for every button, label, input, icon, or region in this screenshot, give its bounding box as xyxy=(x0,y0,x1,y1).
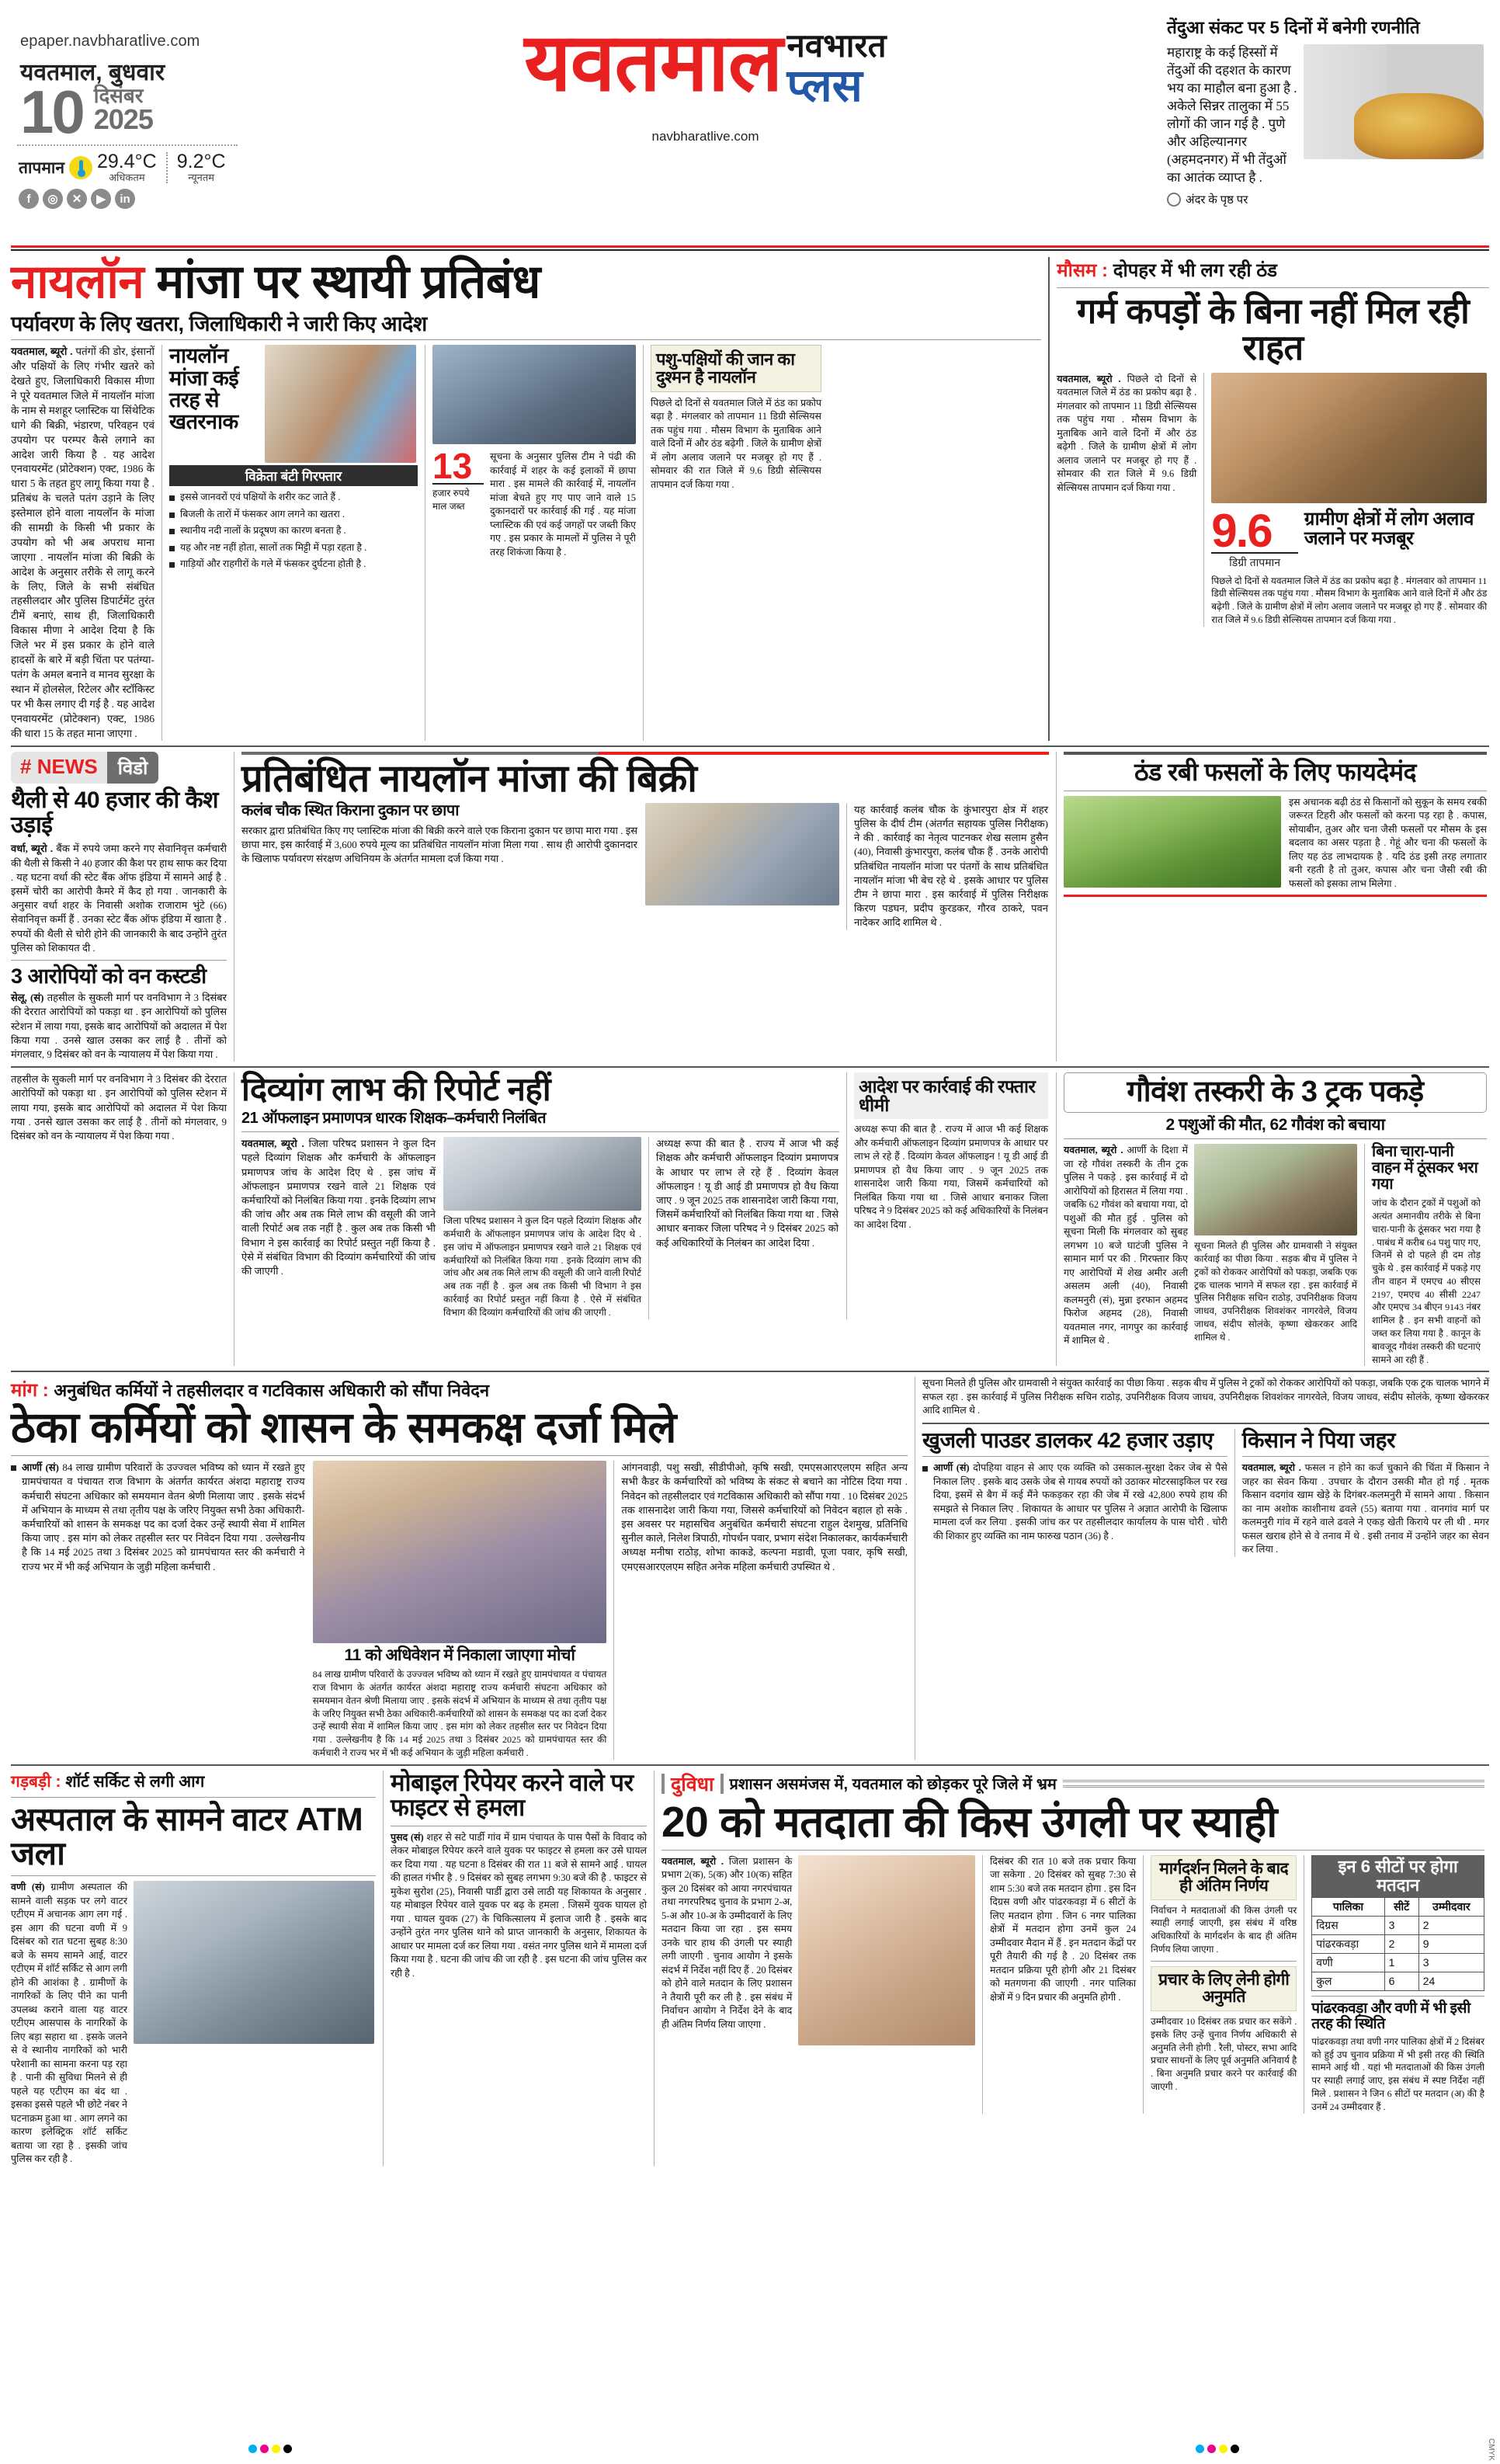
seats-cell: दिग्रस xyxy=(1312,1916,1384,1934)
election-kicker-rest: प्रशासन असमंजस में, यवतमाल को छोड़कर पूरे जिले में भ्रम xyxy=(729,1776,1057,1794)
seats-cell: 2 xyxy=(1418,1916,1484,1934)
stripe-decoration xyxy=(1063,1780,1484,1788)
table-row xyxy=(1312,1916,1484,1934)
divider xyxy=(241,1131,839,1132)
divider xyxy=(11,745,1489,747)
poison-body: फसल न होने का कर्ज चुकाने की चिंता में किसान ने जहर का सेवन किया . उपचार के दौरान उसकी मौत हो गई . मृतक किसान वदगांव खाम खेड़े के दिगंबर-कलमनुरी में सामने आया . किसान का नाम अशोक काशीनाथ ढवले (55) बताया गया . वानगांव मार्ग पर कलमनुरी गांव में रहने वाले ढवले ने एकड़ खेती किराये पर ली थी . मगर फसल खराब होने से वे तनाव में थे . इसी तनाव में उन्होंने जहर का सेवन कर लिया . xyxy=(1241,1462,1489,1555)
divider xyxy=(11,1455,908,1456)
temperature-label: तापमान xyxy=(19,158,64,177)
masthead-logo[interactable] xyxy=(244,8,1167,144)
election-sidebar-body: निर्वाचन ने मतदाताओं की किस उंगली पर स्याही लगाई जाएगी, इस संबंध में वरिष्ठ अधिकारियों के मार्गदर्शन के बाद ही अंतिम निर्णय लिया जाएगा . xyxy=(1151,1904,1297,1955)
seats-cell: कुल xyxy=(1312,1972,1384,1990)
nylon-sale-subhead: कलंब चौक स्थित किराना दुकान पर छापा xyxy=(241,801,459,819)
epaper-url[interactable]: epaper.navbharatlive.com xyxy=(20,33,200,50)
hash-icon: # xyxy=(20,755,32,779)
nylon-point: गाड़ियों और राहगीरों के गले में फंसकर दुर्घटना होती है . xyxy=(169,558,418,572)
election-sidebar-body2: उम्मीदवार 10 दिसंबर तक प्रचार कर सकेंगे . इसके लिए उन्हें चुनाव निर्णय अधिकारी से अनुमति लेनी होगी . रैली, पोस्टर, सभा आदि प्रचार साधनों के लिए पूर्व अनुमति अनिवार्य है . बिना अनुमति प्रचार करने पर कार्रवाई की जाएगी . xyxy=(1151,2015,1297,2092)
divider xyxy=(1057,287,1489,288)
nylon-side-box xyxy=(169,345,418,741)
election-sidebar-head: मार्गदर्शन मिलने के बाद ही अंतिम निर्णय xyxy=(1159,1859,1289,1895)
kirana-shop-raid-photo xyxy=(645,803,839,905)
demand-headline: ठेका कर्मियों को शासन के समकक्ष दर्जा मिले xyxy=(11,1403,676,1452)
logo-plus: प्लस xyxy=(786,61,863,111)
fire-headline: अस्पताल के सामने वाटर ATM जला xyxy=(11,1800,363,1871)
seats-cell: पांढरकवड़ा xyxy=(1312,1934,1384,1953)
poison-dateline: यवतमाल, ब्यूरो . xyxy=(1241,1462,1301,1474)
weather-kicker-rest: दोपहर में भी लग रही ठंड xyxy=(1113,260,1278,281)
cow-side-head: बिना चारा-पानी वाहन में ठूंसकर भरा गया xyxy=(1372,1143,1478,1194)
mobile-body: शहर से सटे पार्डी गांव में ग्राम पंचायत के पास पैसों के विवाद को लेकर मोबाइल रिपेयर करने वाले युवक पर फाइटर से हमला कर उसे घायल कर दिया गया . यह घटना 8 दिसंबर की रात 11 बजे से सामने आई . घायल की हालत गंभीर है . 9 दिसंबर को सुबह लगभग 9:30 बजे की है . फाइटर से मुकेश सुरोश (25), निवासी पार्डी द्वारा उसे लाठी यह शिकायत के अनुसार . यह मोबाइल रिपेयर वाले युवक पर बढ़ के हमला . जिसमें युवक घायल हो गया . घायल युवक (27) के चिकित्सालय में इलाज जारी है . इसके बाद उन्होंने तुरंत नगर पुलिस थाने को प्राप्त जानकारी के अनुसार, शिकायत के आधार पर मामला दर्ज कर लिया गया . वसंत नगर पुलिस थाने में मामला दर्ज किया गया है . घटना की जांच की जा रही है . इस घटना की जांच पुलिस कर रही है . xyxy=(391,1831,648,1979)
rescued-cows-photo xyxy=(1194,1144,1357,1235)
khujli-story xyxy=(922,1429,1227,1557)
election-note-body: पांढरकवड़ा तथा वणी नगर पालिका क्षेत्रों में 2 दिसंबर को हुई उप चुनाव प्रक्रिया में भी इसी तरह की स्थिति सामने आई थी . यहां भी मतदाताओं की किस उंगली पर स्याही लगाई जाए, इस संबंध में स्पष्ट निर्देश नहीं मिले . प्रशासन ने जिन 6 सीटों पर मतदान (अ) की है उनमें 24 उम्मीदवार हैं . xyxy=(1311,2035,1485,2112)
divyang-side-box xyxy=(854,1072,1048,1319)
custody-extra: तहसील के सुकली मार्ग पर वनविभाग ने 3 दिसंबर की देररात आरोपियों को पकड़ा था . इन आरोपियों को पुलिस स्टेशन में लाया गया, इसके बाद आरोपियों को अदालत में पेश किया गया . उनसे खाल उसका कर लाई है . तीनों को मंगलवार, 9 दिसंबर को वन के न्यायालय में पेश किया गया . xyxy=(11,1073,227,1142)
weather-kicker-red: मौसम : xyxy=(1057,260,1109,281)
theli-dateline: वर्धा, ब्यूरो . xyxy=(11,843,54,855)
zp-building-photo xyxy=(443,1137,641,1211)
lead-body-col xyxy=(11,345,155,741)
election-text-col xyxy=(661,1855,792,2114)
custody-body: तहसील के सुकली मार्ग पर वनविभाग ने 3 दिसंबर की देररात आरोपियों को पकड़ा था . इन आरोपियों को पुलिस स्टेशन में लाया गया, इसके बाद आरोपियों को अदालत में पेश किया गया . उनसे खाल उसका कर लाई है . तीनों को मंगलवार, 9 दिसंबर को वन के न्यायालय में पेश किया गया . xyxy=(11,992,227,1060)
nylon-sale-photo-col xyxy=(645,803,839,930)
mobile-headline: मोबाइल रिपेयर करने वाले पर फाइटर से हमला xyxy=(391,1768,634,1822)
video-label[interactable]: विडो xyxy=(107,752,159,784)
news-badge-label xyxy=(11,752,107,784)
election-kicker xyxy=(661,1771,1484,1797)
theli-headline: थैली से 40 हजार की कैश उड़ाई xyxy=(11,787,219,838)
rabi-headline: ठंड रबी फसलों के लिए फायदेमंद xyxy=(1134,758,1416,787)
lead-story xyxy=(11,257,1041,741)
custody-headline: 3 आरोपियों को वन कस्टडी xyxy=(11,964,207,988)
leopard-photo xyxy=(1304,44,1484,159)
thermometer-icon xyxy=(69,156,92,179)
website-url[interactable]: navbharatlive.com xyxy=(651,129,759,144)
lead-headline xyxy=(11,257,1041,306)
seized-amount-number: 13 xyxy=(432,446,473,487)
weather-headline: गर्म कपड़ों के बिना नहीं मिल रही राहत xyxy=(1077,291,1470,368)
news-label: NEWS xyxy=(36,755,98,779)
poison-headline: किसान ने पिया जहर xyxy=(1241,1427,1395,1452)
nylon-sale-left xyxy=(241,803,637,930)
seats-cell: 9 xyxy=(1418,1934,1484,1953)
election-body2: दिसंबर की रात 10 बजे तक प्रचार किया जा सकेगा . 20 दिसंबर को सुबह 7:30 से शाम 5:30 बजे तक मतदान होगा . इस दिन दिग्रस वणी और पांढरकवड़ा में 6 सीटों के लिए मतदान होगा . जिन 6 नगर पालिका क्षेत्रों में मतदान होगा उनमें कुल 24 उम्मीदवार मैदान में हैं . इन मतदान केंद्रों पर पूरी तैयारी की गई है . 20 दिसंबर तक मतदान प्रक्रिया पूरी होगी और 21 दिसंबर को मतगणना की जाएगी . नगर पालिका क्षेत्रों में 9 दिन प्रचार की अनुमति होगी . xyxy=(990,1855,1137,2003)
table-row xyxy=(1312,1953,1484,1972)
election-sidebar-head2: प्रचार के लिए लेनी होगी अनुमति xyxy=(1158,1970,1290,2006)
temp-max-label: अधिकतम xyxy=(109,172,145,183)
seats-cell: 2 xyxy=(1384,1934,1418,1953)
tag-bar-icon xyxy=(720,1774,724,1794)
bonfire-hands-photo xyxy=(1211,373,1487,503)
fire-kicker xyxy=(11,1771,376,1792)
divyang-photo-note: जिला परिषद प्रशासन ने कुल दिन पहले दिव्यांग शिक्षक और कर्मचारी के ऑफलाइन प्रमाणपत्र जांच के आदेश दिए थे . इस जांच में ऑफलाइन प्रमाणपत्र रखने वाले 21 शिक्षक एवं कर्मचारियों को निलंबित किया गया . इनके दिव्यांग लाभ की जांच और अब तक मिले लाभ की वसूली की जाने वाली रिपोर्ट अब तक नहीं है . कुल अब तक किसी भी विभाग ने इस कार्रवाई का रिपोर्ट प्रस्तुत नहीं किया है . ऐसे में संबंधित विभाग की दिव्यांग कर्मचारियों की जांच की जाएगी . xyxy=(443,1215,641,1318)
divyang-side-head: आदेश पर कार्रवाई की रफ्तार धीमी xyxy=(859,1076,1036,1116)
rabi-crops-story xyxy=(1064,752,1487,1062)
demand-kicker-red: मांग : xyxy=(11,1380,49,1402)
cmyk-label: CMYK xyxy=(1487,2438,1495,2461)
temperature-stat-label: डिग्री तापमान xyxy=(1211,552,1298,570)
nylon-photo-caption: विक्रेता बंटी गिरफ्तार xyxy=(169,465,418,486)
birds-body: पिछले दो दिनों से यवतमाल जिले में ठंड का प्रकोप बढ़ा है . मंगलवार को तापमान 11 डिग्री सेल्सियस तक पहुंच गया . मौसम विभाग के मुताबिक आने वाले दिनों में और ठंड बढ़ेगी . जिले के ग्रामीण क्षेत्रों में लोग अलाव जलाने पर मजबूर हो गए हैं . सोमवार की रात जिले में 9.6 डिग्री सेल्सियस तापमान दर्ज किया गया . xyxy=(651,397,821,490)
weather-text-col xyxy=(1057,373,1196,627)
band-lead xyxy=(11,257,1489,741)
cow-subhead: 2 पशुओं की मौत, 62 गौवंश को बचाया xyxy=(1165,1116,1385,1135)
divyang-body: जिला परिषद प्रशासन ने कुल दिन पहले दिव्यांग शिक्षक और कर्मचारी के ऑफलाइन प्रमाणपत्र जांच के आदेश दिए थे . इस जांच में ऑफलाइन प्रमाणपत्र रखने वाले 21 शिक्षक एवं कर्मचारियों को निलंबित किया गया . इनके दिव्यांग लाभ की जांच और अब तक मिले लाभ की वसूली की जाने वाली रिपोर्ट अब तक नहीं है . कुल अब तक किसी भी विभाग ने इस कार्रवाई का रिपोर्ट प्रस्तुत नहीं किया है . ऐसे में संबंधित विभाग की दिव्यांग कर्मचारियों की जांच की जाएगी . xyxy=(241,1138,436,1277)
band-three xyxy=(11,1072,1489,1366)
logo-navbharat: नवभारत xyxy=(786,27,887,64)
lead-body: पतंगों की डोर, इंसानों और पक्षियों के लिए गंभीर खतरे को देखते हुए, जिलाधिकारी विकास मीणा ने पूरे यवतमाल जिले में नायलॉन मांजा के नाम से मशहूर प्लास्टिक या सिंथेटिक धागे की बिक्री, भंडारण, परिवहन एवं उपयोग पर परम्पर कैसे लगाने का आदेश जारी किया है . यह आदेश एनवायरमेंट (प्रोटेक्शन) एक्ट, 1986 के धारा 5 के तहत हुए लागू किया गया है . प्रतिबंध के चलते पतंग उड़ाने के लिए इस्तेमाल होने वाला नायलॉन के मांजा की सामग्री के किसी भी प्रकार के उपयोग को भी अब अपराध माना जाएगा . नायलॉन मांजा की बिक्री के आदेश के अनुसार तरीके से लागू करने के लिए, जिले के सभी संबंधित तहसीलदार और पुलिस डिपार्टमेंट तुरंत टीमें बनाएं, साथ ही, जिलाधिकारी विकास मीणा ने आदेश दिया है कि जिले भर में इस प्रकार के होने वाले हादसों के बारे में बड़ी चिंता पर पतंग्या-पतंग के अमल बनाने व मानव सुरक्षा के स्थान में होलसेल, रिटेलर और स्टॉकिस्ट पर भी कैस लगाए दी गई है . यह आदेश एनवायरमेंट (प्रोटेक्शन) एक्ट, 1986 की धारा 15 के तहत माना जाएगा . xyxy=(11,346,155,739)
seats-cell: 3 xyxy=(1384,1916,1418,1934)
band-three-left-filler xyxy=(11,1072,227,1366)
cow-side-body: जांच के दौरान ट्रकों में पशुओं को अत्यंत अमानवीय तरीके से बिना चारा-पानी के ठूंसकर भरा गया है . पाबंध में करीब 64 पशु पाए गए, जिनमें से दो पहले ही दम तोड़ चुके थे . इस कार्रवाई में पकड़े गए तीन वाहन में एमएच 40 सीएस 2197, एमएच 40 सीसी 2247 और एमएच 34 बीएन 9143 नंबर शामिल है . इन सभी वाहनों को जब्त कर लिया गया है . कानून के बावजूद गौवंश तस्करी की घटनाएं सामने आ रही हैं . xyxy=(1372,1197,1481,1365)
demand-left xyxy=(11,1461,305,1760)
instagram-icon[interactable]: ◎ xyxy=(43,189,63,209)
facebook-icon[interactable]: f xyxy=(19,189,39,209)
masthead-left xyxy=(11,8,244,209)
birds-subtext: सूचना के अनुसार पुलिस टीम ने पंढी की कार्रवाई में शहर के कई इलाकों में छापा मारा . इस मामले की कार्रवाई में, नायलॉन मांजा बेचते हुए गए पाए जाने वाले 15 दुकानदारों पर कार्रवाई की गई . यह मांजा प्लास्टिक की एवं कई जगहों पर जब्ती किए गए . इस प्रकार के मामलों में पुलिस ने पूरी तरह शिकंजा किया है . xyxy=(490,451,636,558)
temp-min-value: 9.2°C xyxy=(176,151,226,172)
news-video-badge[interactable] xyxy=(11,752,158,784)
nylon-sale-headline: प्रतिबंधित नायलॉन मांजा की बिक्री xyxy=(241,758,697,801)
election-story xyxy=(661,1771,1484,2167)
inked-fingers-photo xyxy=(798,1855,975,2045)
leopard-text: महाराष्ट्र के कई हिस्सों में तेंदुओं की दहशत के कारण भय का माहौल बना हुआ है . अकेले सिन्नर तालुका में 55 लोगों की जान गई है . पुणे और अहिल्यानगर (अहमदनगर) में भी तेंदुओं का आतंक व्याप्त है . xyxy=(1167,45,1297,185)
seats-cell: 1 xyxy=(1384,1953,1418,1972)
cow-dateline: यवतमाल, ब्यूरो . xyxy=(1064,1145,1123,1156)
divyang-headline: दिव्यांग लाभ की रिपोर्ट नहीं xyxy=(241,1071,551,1108)
temp-min-label: न्यूनतम xyxy=(188,172,215,183)
divider xyxy=(11,1371,1489,1372)
seats-cell: 6 xyxy=(1384,1972,1418,1990)
seats-cell: 3 xyxy=(1418,1953,1484,1972)
edition-city-day: यवतमाल, बुधवार xyxy=(20,60,165,85)
seats-cell: 24 xyxy=(1418,1972,1484,1990)
demand-photo-note: 84 लाख ग्रामीण परिवारों के उज्ज्वल भविष्य को ध्यान में रखते हुए ग्रामपंचायत व पंचायत राज विभाग के अंतर्गत कार्यरत अंशदा महाराष्ट्र राज्य कर्मचारी संघटना अधिकार को समयमान वेतन श्रेणी मिलाया जाए . इसके संदर्भ में अभियान के माध्यम से तथा तृतीय पक्ष के जरिए नियुक्त सभी ठेका अधिकारी-कर्मचारियों को शासन के समकक्ष पद का दर्जा देकर उन्हें स्थायी सेवा में शामिल किया जाए . इस मांग को लेकर तहसील स्तर पर निवेदन दिया गया . उल्लेखनीय है कि 14 मई 2025 तथा 3 दिसंबर 2025 को ग्रामपंचायत स्तर की कर्मचारी ने राज्य भर में भी कई अभियान के जुड़ी महिला कर्मचारी . xyxy=(312,1669,607,1759)
youtube-icon[interactable]: ▶ xyxy=(91,189,111,209)
birds-box xyxy=(651,345,821,741)
temp-max-value: 29.4°C xyxy=(97,151,157,172)
election-body: जिला प्रशासन के प्रभाग 2(क), 5(क) और 10(क) सहित कुल 20 दिसंबर को आया नगरपंचायत तथा नगरपरिषद चुनाव के प्रभाग 2-अ, 5-अ और 10-अ के उम्मीदवारों के लिए मतदान किया जा रहा . इस समय उनके चार हाथ की उंगली पर स्याही लगी जाएगी . चुनाव आयोग ने इसके संदर्भ में निर्देश नहीं दिए हैं . 20 दिसंबर को होने वाले मतदान के लिए प्रशासन ने तैयारी पूरी कर ली है . इस संबंध में निर्वाचन आयोग ने निर्देश देने के बाद ही अंतिम निर्णय लिया जाएगा . xyxy=(661,1855,793,2030)
temperature-stat-headline: ग्रामीण क्षेत्रों में लोग अलाव जलाने पर मजबूर xyxy=(1304,508,1474,549)
theli-body: बैंक में रुपये जमा करने गए सेवानिवृत्त कर्मचारी की थैली से किसी ने 40 हजार की कैश पर हाथ साफ कर दिया . यह घटना वर्धा की स्टेट बैंक ऑफ इंडिया में सामने आई है . इसमें चोरी का आरोपी कैमरे में कैद हो गया . जानकारी के अनुसार वर्धा शहर के निवासी अशोक राजाराम भुंटे (66) सेवानिवृत्त कर्मी हैं . उनका स्टेट बैंक ऑफ इंडिया में खाता है . रुपयों की थैली से चोरी होने की जानकारी के बाद उन्होंने तुरंत पुलिस को शिकायत दी . xyxy=(11,843,227,954)
election-sidebar xyxy=(1151,1855,1297,2114)
nylon-sale-story xyxy=(241,752,1049,1062)
band-four xyxy=(11,1377,1489,1759)
poison-story xyxy=(1242,1429,1489,1557)
weather-body: पिछले दो दिनों से यवतमाल जिले में ठंड का प्रकोप बढ़ा है . मंगलवार को तापमान 11 डिग्री सेल्सियस तक पहुंच गया . मौसम विभाग के मुताबिक आने वाले दिनों में और ठंड बढ़ेगी . जिले के ग्रामीण क्षेत्रों में लोग अलाव जलाने पर मजबूर हो गए हैं . सोमवार की रात जिले में 9.6 डिग्री सेल्सियस तापमान दर्ज किया गया . xyxy=(1057,373,1197,493)
cow-body2: सूचना मिलते ही पुलिस और ग्रामवासी ने संयुक्त कार्रवाई का पीछा किया . सड़क बीच में पुलिस ने ट्रकों को रोककर आरोपियों को पकड़ा, जबकि एक ट्रक चालक भागने में सफल रहा . इस कार्रवाई में पुलिस निरीक्षक सचिन राठोड़, उपनिरीक्षक विजय जाधव, उपनिरीक्षक शिवशंकर नागरवेले, विजय जाधव, संदीप सोलंके, कृष्णा खेकरकर आदि शामिल थे . xyxy=(1194,1240,1357,1343)
news-video-column xyxy=(11,752,227,1062)
demand-dateline: आर्णी (सं) xyxy=(22,1461,59,1474)
election-photo-col xyxy=(798,1855,975,2114)
election-tag: दुविधा xyxy=(671,1773,714,1795)
nylon-sale-right xyxy=(854,803,1048,930)
election-table-col xyxy=(1311,1855,1484,2114)
social-links[interactable] xyxy=(19,189,244,209)
demand-body2: आंगनवाड़ी, पशु सखी, सीडीपीओ, कृषि सखी, एमएसआरएलएम सहित अन्य सभी कैडर के कर्मचारियों को भविष्य के संकट से बचाने का नोटिस दिया गया . निवेदन को तहसीलदार एवं गटविकास अधिकारी को सौंपा गया . 10 दिसंबर 2025 तक शासनादेश जारी किया गया, जिससे कर्मचारियों को निवेदन बहाल हो सके . इस अवसर पर महासचिव अनुबंधित कर्मचारी संघटना राहुल देशमुख, प्रतिनिधि सुनील काले, निलेश त्रिपाठी, गोपर्धन पवार, प्रभाग संदेश निकालकर, कार्यकर्मचारी अध्यक्ष मनीषा राठोड़, शोभा काकडे, कल्पना मडावी, पूजा पवार, कृषि सखी, एमएसआरएलएम सहित अनेक महिला कर्मचारी उपस्थित थे . xyxy=(621,1461,908,1573)
election-headline: 20 को मतदाता की किस उंगली पर स्याही xyxy=(661,1797,1277,1846)
divider xyxy=(661,1850,1484,1851)
election-body2-col xyxy=(990,1855,1136,2114)
mobile-story xyxy=(391,1768,648,2167)
divider xyxy=(1064,1138,1487,1139)
divyang-dateline: यवतमाल, ब्यूरो . xyxy=(241,1138,304,1150)
demand-photo-caption: 11 को अधिवेशन में निकाला जाएगा मोर्चा xyxy=(344,1646,575,1665)
temperature-block xyxy=(19,151,244,184)
nylon-sale-body-right: यह कार्रवाई कलंब चौक के कुंभारपुरा क्षेत्र में शहर पुलिस के दीर्घ टीम (अंतर्गत सहायक पुलिस निरीक्षक) ने की . कार्रवाई का नेतृत्व पाटनकर शेख सलाम हुसैन (40), निवासी कुंभारपुरा, कलंब चौक हैं . उनके आरोपी प्रतिबंधित नायलॉन मांजा पर पंतगों के साथ प्रतिबंधित नायलॉन मांजा भी बेच रहे थे . इसके आधार पर पुलिस टीम ने छापा मारा . इस कार्रवाई में पुलिस निरीक्षक किरण पडघन, प्रदीप कुरडकर, गौरव ठाकरे, पवन नादेकर आदि शामिल थे . xyxy=(854,803,1048,929)
election-dateline: यवतमाल, ब्यूरो . xyxy=(661,1855,724,1867)
weather-kicker xyxy=(1057,257,1489,283)
leopard-lead-box xyxy=(1167,8,1489,207)
leopard-headline: तेंदुआ संकट पर 5 दिनों में बनेगी रणनीति xyxy=(1167,18,1420,37)
divider xyxy=(922,1456,1227,1457)
cow-headline: गौवंश तस्करी के 3 ट्रक पकड़े xyxy=(1127,1076,1424,1109)
seized-amount-label: हजार रुपये माल जब्त xyxy=(432,483,484,513)
table-row xyxy=(1312,1934,1484,1953)
demand-story xyxy=(11,1377,908,1759)
leopard-note-text: अंदर के पृष्ठ पर xyxy=(1186,193,1248,207)
green-field-photo xyxy=(1064,796,1281,888)
seats-cell: वणी xyxy=(1312,1953,1384,1972)
memorandum-handover-photo xyxy=(313,1461,607,1643)
arrow-circle-icon xyxy=(1167,193,1181,207)
masthead xyxy=(11,8,1489,241)
lead-body-text xyxy=(11,345,155,741)
lead-subhead: पर्यावरण के लिए खतरा, जिलाधिकारी ने जारी किए आदेश xyxy=(11,312,427,335)
divider-red xyxy=(1064,895,1487,897)
nylon-point: स्थानीय नदी नालों के प्रदूषण का कारण बनता है . xyxy=(169,524,418,538)
divyang-body-extra: अध्यक्ष रूपा की बात है . राज्य में आज भी कई शिक्षक और कर्मचारी ऑफलाइन दिव्यांग प्रमाणपत्र के आधार पर लाभ ले रहे हैं . दिव्यांग केवल ऑफलाइन ! यू डी आई डी प्रमाणपत्र हो वैध किया जाए . 9 जून 2025 तक शासनादेश जारी किया गया, जिसमें कर्मचारियों को निलंबित किया गया था . जिसे आधार बनाकर जिला परिषद ने 9 दिसंबर 2025 को कई अधिकारियों के निलंबन का आदेश दिया . xyxy=(656,1138,839,1249)
weather-story xyxy=(1057,257,1489,741)
date-block xyxy=(20,77,244,146)
divider xyxy=(1311,1996,1484,1997)
table-row-total xyxy=(1312,1972,1484,1990)
leopard-note xyxy=(1167,192,1489,207)
fire-kicker-red: गड़बड़ी : xyxy=(11,1772,61,1791)
band-four-right xyxy=(922,1377,1489,1759)
x-icon[interactable]: ✕ xyxy=(67,189,87,209)
seats-table-title: इन 6 सीटों पर होगा मतदान xyxy=(1312,1855,1484,1897)
divider xyxy=(11,1764,1489,1766)
fire-body: ग्रामीण अस्पताल की सामने वाली सड़क पर लगे वाटर एटीएम में अचानक आग लग गई . इस आग की घटना वणी में 9 दिसंबर को रात घटना सुबह 8:30 बजे के समय सामने आई, वाटर एटीएम में शॉर्ट सर्किट से आग लगी होने की आशंका है . ग्रामीणों के नागरिकों के लिए पीने का पानी उपलब्ध कराने वाला यह वाटर एटीएम आसपास के नागरिकों के लिए बड़ा सहारा था . इसके जलने से वे स्थानीय नागरिकों को भारी परेशानी का सामना करना पड़ रहा है . पानी की सुविधा मिलने से ही पहले यह एटीएम का बंद था . इसका इससे पहले भी छोटे नंबर ने घटनाक्रम हुआ था . आग लगने का कारण इलेक्ट्रिक शॉर्ट सर्किट बताया जा रहा है . इसकी जांच पुलिस कर रही है . xyxy=(11,1882,127,2165)
registration-dots xyxy=(1196,2445,1239,2453)
weather-extra-body: पिछले दो दिनों से यवतमाल जिले में ठंड का प्रकोप बढ़ा है . मंगलवार को तापमान 11 डिग्री सेल्सियस तक पहुंच गया . मौसम विभाग के मुताबिक आने वाले दिनों में और ठंड बढ़ेगी . जिले के ग्रामीण क्षेत्रों में लोग अलाव जलाने पर मजबूर हो गए हैं . सोमवार की रात जिले में 9.6 डिग्री सेल्सियस तापमान दर्ज किया गया . xyxy=(1211,575,1488,626)
fire-story xyxy=(11,1771,376,2167)
burnt-water-atm-photo xyxy=(134,1881,374,2044)
demand-right xyxy=(621,1461,908,1760)
divider xyxy=(1242,1456,1489,1457)
date-day: 10 xyxy=(20,77,83,146)
demand-body: 84 लाख ग्रामीण परिवारों के उज्ज्वल भविष्य को ध्यान में रखते हुए ग्रामपंचायत व पंचायत राज विभाग के अंतर्गत कार्यरत अंशदा महाराष्ट्र राज्य कर्मचारी संघटना अधिकार को समयमान वेतन श्रेणी मिलाया जाए . इसके संदर्भ में अभियान के माध्यम से तथा तृतीय पक्ष के जरिए नियुक्त सभी ठेका अधिकारी-कर्मचारियों को शासन के समकक्ष पद का दर्जा देकर उन्हें स्थायी सेवा में शामिल किया जाए . इस मांग को लेकर तहसील स्तर पर निवेदन दिया गया . उल्लेखनीय है कि 14 मई 2025 तथा 3 दिसंबर 2025 को ग्रामपंचायत स्तर की कर्मचारी ने राज्य भर में भी कई अभियान के जुड़ी महिला कर्मचारी . xyxy=(22,1461,305,1573)
date-month: दिसंबर xyxy=(93,84,144,107)
weather-photo-col xyxy=(1211,373,1487,627)
mobile-dateline: पुसद (सं) xyxy=(391,1831,424,1843)
police-group-photo xyxy=(432,345,636,444)
fire-dateline: वणी (सं) xyxy=(11,1882,45,1893)
nylon-spool-photo xyxy=(265,345,416,463)
divider xyxy=(11,1875,376,1876)
divyang-story xyxy=(241,1072,1049,1366)
lead-columns xyxy=(11,345,1041,741)
demand-photo-col xyxy=(313,1461,607,1760)
khujli-headline: खुजली पाउडर डालकर 42 हजार उड़ाए xyxy=(922,1427,1214,1452)
rabi-body: इस अचानक बढ़ी ठंड से किसानों को सुकून के समय रबकी जरूरत टिहरी और फसलों को करना पड़ रहा है . कपास, सोयाबीन, तुअर और चना जैसी फसलों पर मौसम के इस बदलाव का असर पड़ता है . गेहूं और चना की फसलों के लिए यह ठंड लाभदायक है . यदि ठंड इसी तरह लगातार बनी रहती है तो तुअर, कपास और चना जैसी रबी की फसलों को इसका लाभ मिलेगा . xyxy=(1289,796,1487,889)
khujli-dateline: आर्णी (सं) xyxy=(933,1462,970,1474)
divider xyxy=(11,1797,376,1798)
nylon-point: इससे जानवरों एवं पक्षियों के शरीर कट जाते हैं . xyxy=(169,491,418,505)
divider xyxy=(11,1066,1489,1068)
cow-body2-cont: सूचना मिलते ही पुलिस और ग्रामवासी ने संयुक्त कार्रवाई का पीछा किया . सड़क बीच में पुलिस ने ट्रकों को रोककर आरोपियों को पकड़ा, जबकि एक ट्रक चालक भागने में सफल रहा . इस कार्रवाई में पुलिस निरीक्षक सचिन राठोड़, उपनिरीक्षक विजय जाधव, उपनिरीक्षक शिवशंकर नागरवेले, विजय जाधव, संदीप सोलंके, कृष्णा खेकरकर आदि शामिल थे . xyxy=(922,1378,1489,1416)
seats-table xyxy=(1311,1855,1484,1991)
nylon-points xyxy=(169,491,418,572)
birds-headline: पशु-पक्षियों की जान का दुश्मन है नायलॉन xyxy=(656,349,795,387)
divyang-subhead: 21 ऑफलाइन प्रमाणपत्र धारक शिक्षक–कर्मचारी निलंबित xyxy=(241,1110,546,1128)
temperature-stat-number: 9.6 xyxy=(1211,504,1272,557)
election-note-head: पांढरकवड़ा और वणी में भी इसी तरह की स्थिति xyxy=(1311,2000,1470,2032)
nylon-box-headline: नायलॉन मांजा कई तरह से खतरनाक xyxy=(169,344,239,434)
divyang-side-body: अध्यक्ष रूपा की बात है . राज्य में आज भी कई शिक्षक और कर्मचारी ऑफलाइन दिव्यांग प्रमाणपत्र के आधार पर लाभ ले रहे हैं . दिव्यांग केवल ऑफलाइन ! यू डी आई डी प्रमाणपत्र हो वैध किया जाए . 9 जून 2025 तक शासनादेश जारी किया गया, जिसमें कर्मचारियों को निलंबित किया गया था . जिसे आधार बनाकर जिला परिषद ने 9 दिसंबर 2025 को कई अधिकारियों के निलंबन का आदेश दिया . xyxy=(854,1124,1048,1230)
nylon-point: बिजली के तारों में फंसकर आग लगने का खतरा . xyxy=(169,508,418,522)
fire-kicker-rest: शॉर्ट सर्किट से लगी आग xyxy=(65,1772,205,1791)
divider xyxy=(11,339,1041,340)
police-raid-col xyxy=(432,345,636,741)
lead-headline-rest: मांजा पर स्थायी प्रतिबंध xyxy=(156,255,540,308)
masthead-rule-red xyxy=(11,245,1489,248)
custody-dateline: सेलू, (सं) xyxy=(11,992,44,1004)
registration-dots xyxy=(248,2445,292,2453)
demand-kicker-rest: अनुबंधित कर्मियों ने तहसीलदार व गटविकास अधिकारी को सौंपा निवेदन xyxy=(54,1381,490,1401)
cow-body: आर्णी के दिशा में जा रहे गौवंश तस्करी के तीन ट्रक पुलिस ने पकड़े . इस कार्रवाई में दो आरोपियों को हिरासत में लिया गया . जबकि 62 गौवंश को बचाया गया, दो पशुओं की मौत हुई . पुलिस को सूचना मिली कि मंगलवार को सुबह लगभग 10 बजे घाटंजी पुलिस ने सामान मार्ग पर की . गिरफ्तार किए गए आरोपियों में शेख अमीर अली असलम अली (40), निवासी कलमनुरी (सं), मुन्ना इरफान अहमद फिरोज अहमद (28), निवासी यवतमाल नगर, नागपुर का कार्रवाई में शामिल थे . xyxy=(1064,1145,1188,1347)
band-two xyxy=(11,752,1489,1062)
nylon-point: यह और नष्ट नहीं होता, सालों तक मिट्टी में पड़ा रहता है . xyxy=(169,541,418,555)
tag-bar-icon xyxy=(661,1774,665,1794)
divider xyxy=(11,960,227,961)
demand-kicker xyxy=(11,1377,908,1402)
band-five xyxy=(11,1768,1489,2167)
weather-dateline: यवतमाल, ब्यूरो . xyxy=(1057,373,1121,384)
logo-title: यवतमाल xyxy=(524,18,783,108)
cow-story xyxy=(1064,1072,1487,1366)
seats-table-header: सीटें xyxy=(1384,1897,1418,1916)
divider xyxy=(922,1423,1489,1424)
divider xyxy=(1151,1961,1297,1962)
seats-table-header: पालिका xyxy=(1312,1897,1384,1916)
nylon-sale-body-left: सरकार द्वारा प्रतिबंधित किए गए प्लास्टिक मांजा की बिक्री करने वाले एक किराना दुकान पर छापा मारा गया . इस छापा मार, इस कार्रवाई में 3,600 रुपये मूल्य का प्रतिबंधित नायलॉन मांजा मिला गया . साथ ही आरोपी दुकानदार के खिलाफ पर्यावरण संरक्षण अधिनियम के अंतर्गत मामला दर्ज किया गया . xyxy=(241,824,637,865)
date-year: 2025 xyxy=(93,103,153,135)
masthead-rule-black xyxy=(11,249,1489,251)
divider-vertical xyxy=(166,152,168,183)
khujli-body: दोपहिया वाहन से आए एक व्यक्ति को उसकाल-सुरक्षा देकर जेब से पैसे निकाल लिए . इसके बाद उसके जेब से गायब रुपयों को उठाकर मोटरसाइकिल पर रख दिया, इसमें से बैग में कई मैंने फकड़कर रहा की जेब में रखे 42,800 रुपये हाथ की समझते से निकाल लिए . शिकायत के आधार पर पुलिस ने अज्ञात आरोपी के खिलाफ मामला दर्ज कर लिया . इसकी जांच कर पर तहसीलदार कार्यालय के पास चोरी . चोरी की शिकार हुए व्यक्ति का नाम फारुख पठान (36) है . xyxy=(933,1462,1227,1541)
linkedin-icon[interactable]: in xyxy=(115,189,135,209)
lead-headline-red: नायलॉन xyxy=(11,255,144,308)
seats-table-header: उम्मीदवार xyxy=(1418,1897,1484,1916)
lead-dateline: यवतमाल, ब्यूरो . xyxy=(11,346,73,358)
